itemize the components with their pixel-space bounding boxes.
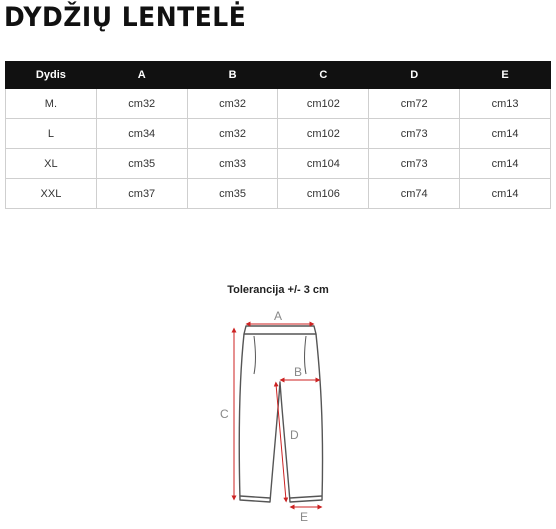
table-cell: cm37 [96, 179, 187, 209]
table-cell: cm73 [369, 149, 460, 179]
page-title: DYDŽIŲ LENTELĖ [4, 2, 247, 33]
table-row [6, 179, 551, 209]
table-row [6, 149, 551, 179]
label-a: A [274, 309, 283, 323]
tolerance-note: Tolerancija +/- 3 cm [227, 284, 329, 296]
table-cell: cm74 [369, 179, 460, 209]
table-cell: cm102 [278, 89, 369, 119]
header-size: Dydis [6, 62, 97, 89]
table-cell: cm72 [369, 89, 460, 119]
measure-c [220, 330, 234, 498]
size-cell: L [6, 119, 97, 149]
measure-d [276, 384, 299, 500]
table-header-row [6, 62, 551, 89]
label-e: E [300, 510, 309, 524]
table-cell: cm33 [187, 149, 278, 179]
pants-outline [239, 326, 322, 502]
table-cell: cm13 [460, 89, 551, 119]
table-cell: cm32 [187, 119, 278, 149]
header-d: D [369, 62, 460, 89]
measure-a [248, 309, 312, 324]
table-row [6, 89, 551, 119]
table-cell: cm102 [278, 119, 369, 149]
table-row [6, 119, 551, 149]
table-cell: cm104 [278, 149, 369, 179]
table-cell: cm14 [460, 179, 551, 209]
table-cell: cm35 [96, 149, 187, 179]
header-e: E [460, 62, 551, 89]
table-cell: cm14 [460, 149, 551, 179]
label-d: D [290, 428, 299, 442]
header-b: B [187, 62, 278, 89]
measure-b [282, 365, 318, 380]
size-cell: XL [6, 149, 97, 179]
label-b: B [294, 365, 303, 379]
table-cell: cm106 [278, 179, 369, 209]
measure-e [292, 507, 320, 524]
header-a: A [96, 62, 187, 89]
table-cell: cm34 [96, 119, 187, 149]
header-c: C [278, 62, 369, 89]
pants-diagram [210, 302, 350, 526]
table-cell: cm32 [187, 89, 278, 119]
table-cell: cm73 [369, 119, 460, 149]
size-cell: M. [6, 89, 97, 119]
table-cell: cm35 [187, 179, 278, 209]
label-c: C [220, 407, 229, 421]
size-table [5, 61, 551, 209]
table-cell: cm14 [460, 119, 551, 149]
table-cell: cm32 [96, 89, 187, 119]
size-cell: XXL [6, 179, 97, 209]
